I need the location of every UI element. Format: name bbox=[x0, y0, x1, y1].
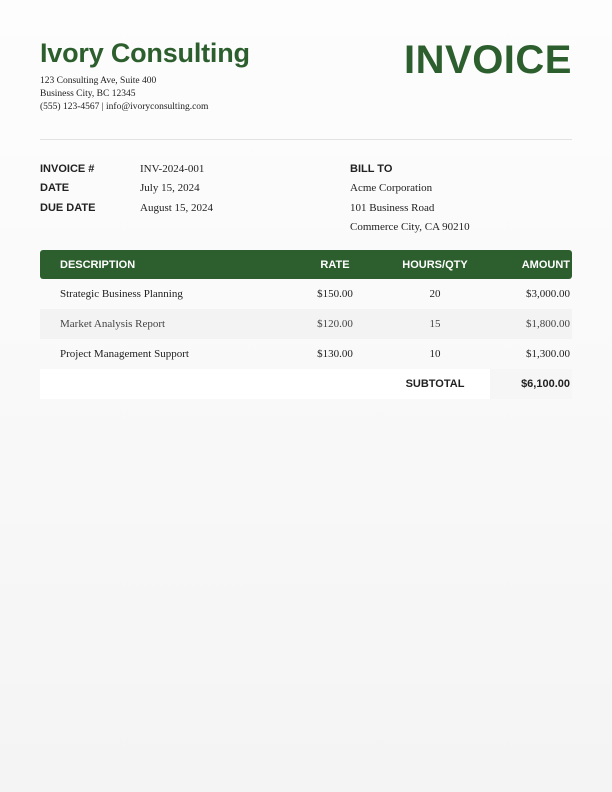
table-row bbox=[40, 279, 572, 309]
bill-to-label: BILL TO bbox=[350, 162, 393, 175]
due-date-label: DUE DATE bbox=[40, 201, 96, 214]
company-address-line1: 123 Consulting Ave, Suite 400 bbox=[40, 76, 157, 86]
row-qty: 20 bbox=[429, 288, 441, 300]
company-name: Ivory Consulting bbox=[40, 38, 250, 68]
row-amount: $3,000.00 bbox=[526, 288, 570, 300]
invoice-number-value: INV-2024-001 bbox=[140, 162, 205, 175]
row-description: Strategic Business Planning bbox=[60, 288, 183, 300]
line-items-table bbox=[40, 250, 572, 399]
invoice-title: INVOICE bbox=[404, 38, 572, 82]
bill-to-street: 101 Business Road bbox=[350, 201, 435, 214]
row-amount: $1,800.00 bbox=[526, 318, 570, 330]
invoice-date-row bbox=[40, 179, 300, 199]
row-amount: $1,300.00 bbox=[526, 348, 570, 360]
row-description: Market Analysis Report bbox=[60, 318, 166, 330]
header-description: DESCRIPTION bbox=[60, 258, 136, 271]
row-rate: $120.00 bbox=[317, 318, 353, 330]
header-rate: RATE bbox=[320, 258, 350, 271]
company-address bbox=[40, 75, 208, 114]
company-contact: (555) 123-4567 | info@ivoryconsulting.com bbox=[40, 102, 209, 112]
header-qty: HOURS/QTY bbox=[402, 258, 468, 271]
row-rate: $150.00 bbox=[317, 288, 353, 300]
row-qty: 15 bbox=[429, 318, 441, 330]
bill-to-city: Commerce City, CA 90210 bbox=[350, 221, 470, 234]
bill-to-name: Acme Corporation bbox=[350, 182, 433, 195]
row-rate: $130.00 bbox=[317, 348, 353, 360]
table-row bbox=[40, 309, 572, 339]
invoice-number-label: INVOICE # bbox=[40, 162, 95, 175]
invoice-meta bbox=[40, 159, 300, 218]
row-description: Project Management Support bbox=[60, 348, 189, 360]
table-row bbox=[40, 339, 572, 369]
invoice-date-label: DATE bbox=[40, 182, 70, 195]
bill-to bbox=[350, 159, 470, 237]
row-qty: 10 bbox=[429, 348, 441, 360]
table-header bbox=[40, 250, 572, 279]
subtotal-row bbox=[40, 369, 572, 399]
header-divider bbox=[40, 139, 572, 140]
due-date-row bbox=[40, 198, 300, 218]
invoice-number-row bbox=[40, 159, 300, 179]
subtotal-label: SUBTOTAL bbox=[405, 378, 465, 390]
company-address-line2: Business City, BC 12345 bbox=[40, 89, 136, 99]
invoice-date-value: July 15, 2024 bbox=[140, 182, 200, 195]
due-date-value: August 15, 2024 bbox=[140, 201, 214, 214]
header-amount: AMOUNT bbox=[521, 258, 570, 271]
subtotal-value: $6,100.00 bbox=[490, 369, 572, 399]
